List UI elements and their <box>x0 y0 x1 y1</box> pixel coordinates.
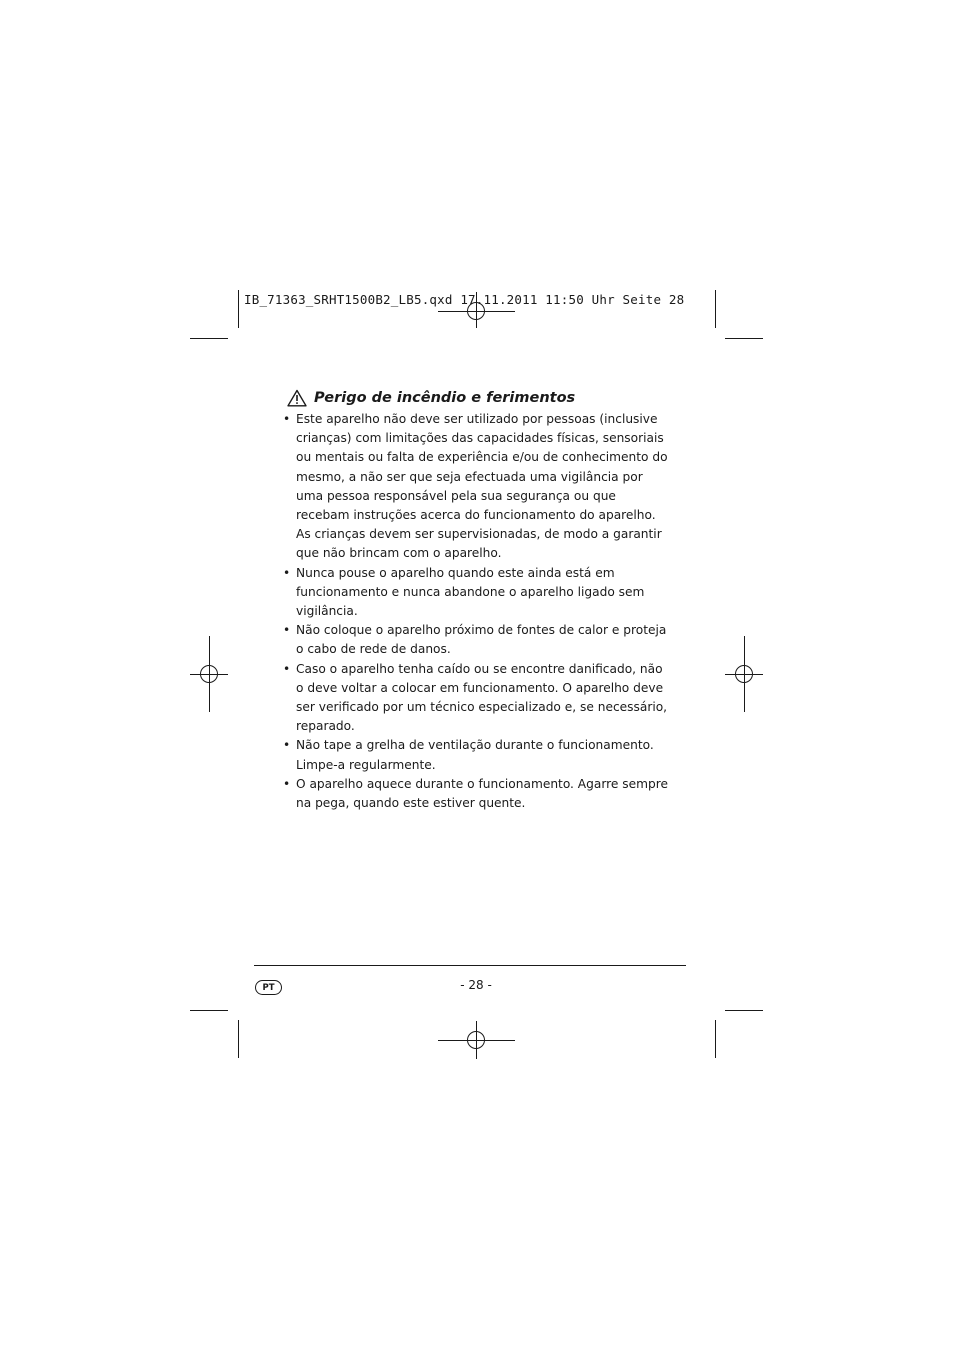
safety-instructions-list <box>283 410 673 813</box>
list-item: • O aparelho aquece durante o funcionamento. Agarre sempre na pega, quando este estiver quente. <box>283 775 673 813</box>
crop-mark <box>725 338 763 339</box>
page-number: - 28 - <box>460 978 492 992</box>
footer-divider <box>254 965 686 966</box>
list-item: • Não tape a grelha de ventilação durante o funcionamento. Limpe-a regularmente. <box>283 736 673 774</box>
registration-circle <box>735 665 753 683</box>
warning-triangle-icon <box>287 389 307 407</box>
crop-mark <box>190 338 228 339</box>
crop-mark <box>190 1010 228 1011</box>
crop-mark <box>715 1020 716 1058</box>
print-slug-header: IB_71363_SRHT1500B2_LB5.qxd 17.11.2011 11:50 Uhr Seite 28 <box>244 292 685 307</box>
list-item: • Caso o aparelho tenha caído ou se encontre danificado, não o deve voltar a colocar em funcionamento. O aparelho deve ser verificado por um técnico especializado e, se necessário, reparado. <box>283 660 673 737</box>
language-badge: PT <box>255 980 282 995</box>
list-item: • Este aparelho não deve ser utilizado por pessoas (inclusive crianças) com limitações das capacidades físicas, sensoriais ou mentais ou falta de experiência e/ou de conhecimento do mesmo, a não ser que seja efectuada uma vigilância por uma pessoa responsável pela sua segurança ou que recebam instruções acerca do funcionamento do aparelho. As crianças devem ser supervisionadas, de modo a garantir que não brincam com o aparelho. <box>283 410 673 564</box>
list-item: • Não coloque o aparelho próximo de fontes de calor e proteja o cabo de rede de danos. <box>283 621 673 659</box>
section-title: Perigo de incêndio e ferimentos <box>314 390 576 406</box>
crop-mark <box>715 290 716 328</box>
list-item: • Nunca pouse o aparelho quando este ainda está em funcionamento e nunca abandone o aparelho ligado sem vigilância. <box>283 564 673 622</box>
crop-mark <box>725 1010 763 1011</box>
registration-circle <box>200 665 218 683</box>
crop-mark <box>238 1020 239 1058</box>
registration-circle <box>467 1031 485 1049</box>
crop-mark <box>238 290 239 328</box>
section-heading <box>287 389 575 407</box>
